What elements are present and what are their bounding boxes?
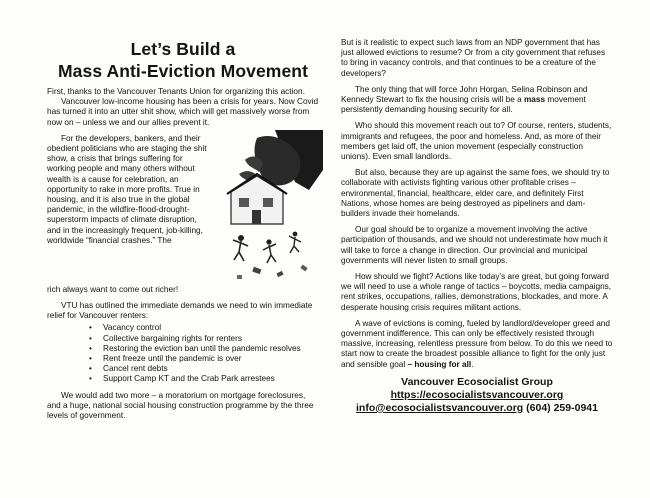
right-column bbox=[341, 38, 613, 415]
paragraph-reach-out: Who should this movement reach out to? Of course, renters, students, immigrants and refugees, the poor and homeless. And, as more of their members get laid off, the union movement (especially construction unions). Even small landlords. bbox=[341, 121, 612, 162]
eviction-illustration bbox=[217, 130, 323, 288]
page-title bbox=[47, 38, 319, 82]
list-item: • Collective bargaining rights for renters bbox=[103, 334, 319, 344]
text-segment: A wave of evictions is coming, fueled by landlord/developer greed and government indifference. This can only be effectively resisted through massive, increasing, relentless pressure from below. To do this we need to start now to create the broadest possible alliance to fight for the only just and sensible goal bbox=[341, 318, 613, 369]
list-item: • Vacancy control bbox=[103, 323, 319, 333]
organization-name: Vancouver Ecosocialist Group bbox=[401, 375, 553, 388]
signature-block bbox=[341, 376, 613, 415]
title-line-2: Mass Anti-Eviction Movement bbox=[57, 61, 308, 81]
demands-list bbox=[47, 323, 319, 384]
paragraph-crisis: Vancouver low-income housing has been a crisis for years. Now Covid has turned it into an utter shit show, which will get massively worse from now on – unless we and our allies prevent it. bbox=[47, 97, 319, 127]
paragraph-ndp: But is it realistic to expect such laws from an NDP government that has just allowed evictions to resume? Or from a city government that refuses to bring in vacancy controls, and that continues to be a creature of the developers? bbox=[341, 38, 606, 78]
float-section bbox=[47, 134, 319, 287]
title-line-1: Let’s Build a bbox=[130, 39, 236, 59]
phone-number: (604) 259-0941 bbox=[526, 401, 598, 414]
email-link[interactable]: info@ecosocialistsvancouver.org bbox=[356, 401, 524, 414]
paragraph-fight: How should we fight? Actions like today’s are great, but going forward we will need to use a whole range of tactics – boycotts, media campaigns, rent strikes, occupations, rallies, demonstrations, blockades, and more. A desperate housing crisis requires militant actions. bbox=[341, 272, 612, 312]
list-item: • Cancel rent debts bbox=[103, 364, 319, 374]
contact-line bbox=[341, 402, 613, 415]
text-segment: . bbox=[471, 359, 474, 369]
text-segment: movement persistently demanding housing security for all. bbox=[341, 95, 586, 115]
paragraph-wave bbox=[341, 319, 613, 370]
list-item: • Rent freeze until the pandemic is over bbox=[103, 354, 319, 364]
paragraph-developers: For the developers, bankers, and their obedient politicians who are staging the shit show, a crisis that brings suffering for working people and many others without wealth is a cause for celebration, an opportunity to rake in more profits. True in housing, and it is also true in the global pandemic, in the wildfire-flood-drought-superstorm impacts of climate disruption, and in the increasingly frequent, job-killing, worldwide “financial crashes.” The bbox=[47, 133, 207, 245]
paragraph-collaborate: But also, because they are up against the same foes, we should try to collaborate with activists fighting various other profitable crises – environmental, financial, healthcare, elder care, and definitely First Nations, whose homes are being destroyed as pipeliners and dam-builders invade their homelands. bbox=[341, 168, 610, 219]
paragraph-thanks: First, thanks to the Vancouver Tenants Union for organizing this action. bbox=[47, 87, 305, 96]
housing-for-all-emphasis: – housing for all bbox=[407, 359, 472, 369]
paragraph-rich: rich always want to come out richer! bbox=[47, 284, 179, 294]
mass-emphasis: mass bbox=[523, 95, 546, 105]
website-link[interactable]: https://ecosocialistsvancouver.org bbox=[390, 388, 564, 401]
left-column bbox=[47, 38, 319, 421]
paragraph-force bbox=[341, 85, 613, 116]
list-item: • Restoring the eviction ban until the pandemic resolves bbox=[103, 344, 319, 354]
list-item: • Support Camp KT and the Crab Park arrestees bbox=[103, 374, 319, 384]
paragraph-vtu-demands: VTU has outlined the immediate demands we need to win immediate relief for Vancouver renters: bbox=[47, 301, 313, 321]
paragraph-goal: Our goal should be to organize a movement involving the active participation of thousands, and we should not underestimate how much it will take to force a change in direction. Our provincial and municipal governments will never listen to small groups. bbox=[341, 225, 608, 265]
paragraph-add-two: We would add two more – a moratorium on mortgage foreclosures, and a huge, national social housing construction programme by the three levels of government. bbox=[47, 390, 314, 421]
text-segment: The only thing that will force John Horgan, Selina Robinson and Kennedy Stewart to fix the housing crisis will be a bbox=[341, 84, 588, 105]
